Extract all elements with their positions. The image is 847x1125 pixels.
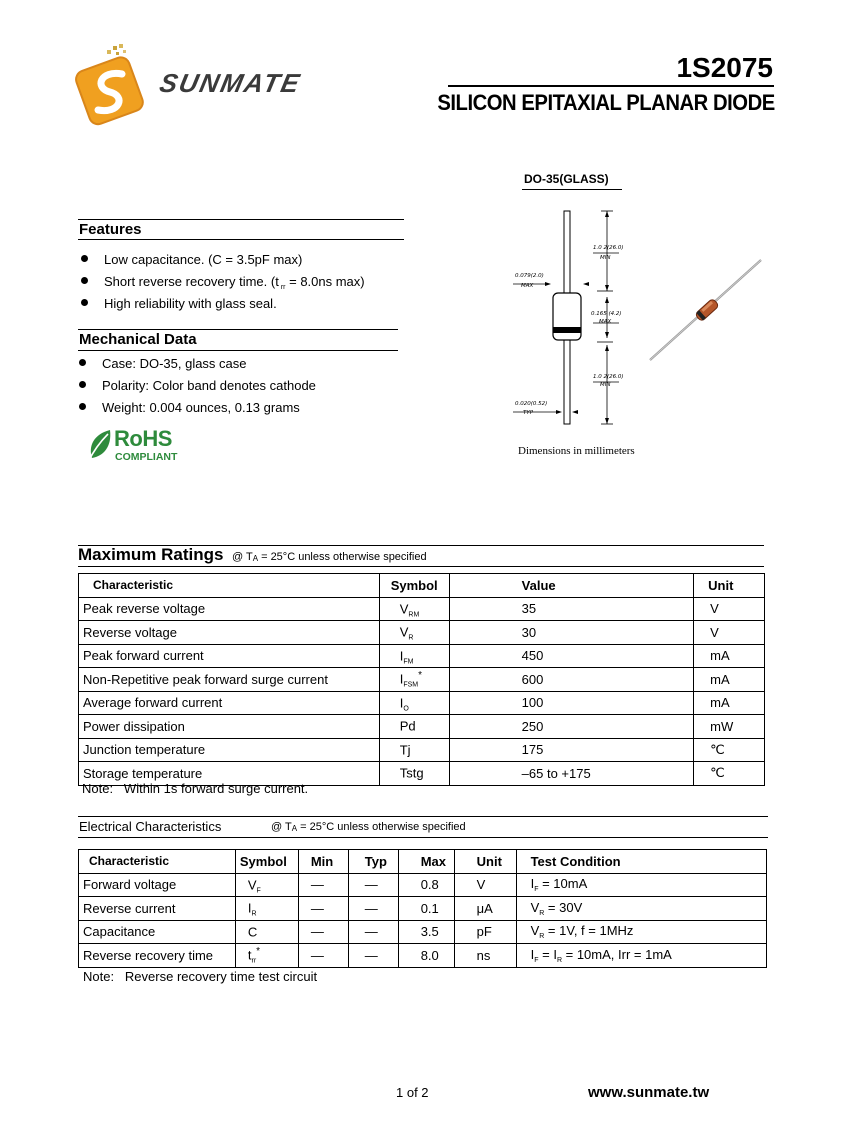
dim-lead-top-qualifier: MIN — [600, 255, 611, 261]
symbol-cell: C — [235, 920, 298, 944]
unit-cell: mA — [694, 691, 765, 715]
dim-lead-diameter-qualifier: TYP — [523, 410, 534, 416]
unit-cell: V — [694, 597, 765, 621]
max-ratings-row — [79, 621, 765, 645]
features-bottom-rule — [78, 239, 404, 240]
mechanical-heading: Mechanical Data — [79, 331, 197, 348]
characteristic-cell: Reverse current — [79, 897, 236, 921]
header-divider — [448, 85, 774, 87]
min-cell: — — [298, 897, 348, 921]
electrical-row — [79, 873, 767, 897]
min-cell: — — [298, 944, 348, 968]
dim-body-length: 0.165 (4.2) — [591, 311, 622, 317]
value-cell: 30 — [449, 621, 693, 645]
characteristic-cell: Capacitance — [79, 920, 236, 944]
unit-cell: ℃ — [694, 738, 765, 762]
symbol-cell: $I_{FM}$ — [379, 644, 449, 668]
feature-item: Low capacitance. (C = 3.5pF max) — [78, 250, 365, 272]
electrical-row — [79, 897, 767, 921]
col-symbol: Symbol — [235, 850, 298, 874]
part-title: SILICON EPITAXIAL PLANAR DIODE — [437, 90, 775, 115]
dim-body-diameter: 0.079(2.0) — [515, 273, 544, 279]
dim-body-diameter-qualifier: MAX — [521, 283, 534, 289]
symbol-cell: Tj — [379, 738, 449, 762]
dim-lead-bottom: 1.0 2(26.0) — [593, 374, 624, 380]
symbol-cell: Pd — [379, 715, 449, 739]
min-cell: — — [298, 873, 348, 897]
max-ratings-heading — [78, 545, 427, 565]
electrical-row — [79, 944, 767, 968]
max-ratings-note: Note: Within 1s forward surge current. — [82, 781, 309, 796]
features-top-rule — [78, 219, 404, 220]
col-test-condition: Test Condition — [516, 850, 766, 874]
characteristic-cell: Power dissipation — [79, 715, 380, 739]
website-link[interactable]: www.sunmate.tw — [588, 1084, 710, 1101]
test-condition-cell: $I_F = I_R = 10mA$, Irr = 1mA — [516, 944, 766, 968]
symbol-cell: $I_O$ — [379, 691, 449, 715]
col-characteristic: Characteristic — [79, 850, 236, 874]
value-cell: 100 — [449, 691, 693, 715]
dim-lead-bottom-qualifier: MIN — [600, 382, 611, 388]
test-condition-cell: $V_R = 1V$, f = 1MHz — [516, 920, 766, 944]
typ-cell: — — [348, 897, 398, 921]
typ-cell: — — [348, 944, 398, 968]
unit-cell: mW — [694, 715, 765, 739]
col-max: Max — [398, 850, 454, 874]
max-ratings-row — [79, 644, 765, 668]
max-ratings-row — [79, 715, 765, 739]
characteristic-cell: Reverse voltage — [79, 621, 380, 645]
max-cell: 0.8 — [398, 873, 454, 897]
rohs-subtitle: COMPLIANT — [115, 451, 178, 463]
package-outline-drawing — [505, 205, 635, 430]
typ-cell: — — [348, 873, 398, 897]
max-ratings-title: Maximum Ratings — [78, 545, 224, 564]
max-ratings-row — [79, 597, 765, 621]
unit-cell: V — [454, 873, 516, 897]
feature-item: Short reverse recovery time. (t $_{rr}$ = 8.0ns max) — [78, 272, 365, 294]
unit-cell: ℃ — [694, 762, 765, 786]
characteristic-cell: Peak forward current — [79, 644, 380, 668]
unit-cell: ns — [454, 944, 516, 968]
feature-item: High reliability with glass seal. — [78, 294, 365, 316]
electrical-note: Note: Reverse recovery time test circuit — [83, 969, 318, 984]
electrical-title: Electrical Characteristics — [79, 819, 222, 834]
features-heading: Features — [79, 221, 142, 238]
value-cell: 450 — [449, 644, 693, 668]
part-number: 1S2075 — [676, 52, 773, 83]
max-cell: 3.5 — [398, 920, 454, 944]
mechanical-top-rule — [78, 329, 398, 330]
symbol-cell: Tstg — [379, 762, 449, 786]
characteristic-cell: Non-Repetitive peak forward surge current — [79, 668, 380, 692]
dim-lead-diameter: 0.020(0.52) — [515, 401, 548, 407]
dim-body-length-qualifier: MAX — [599, 319, 612, 325]
max-ratings-table — [78, 573, 765, 786]
typ-cell: — — [348, 920, 398, 944]
value-cell: 35 — [449, 597, 693, 621]
dim-lead-top: 1.0 2(26.0) — [593, 245, 624, 251]
col-unit: Unit — [454, 850, 516, 874]
characteristic-cell: Storage temperature — [79, 762, 380, 786]
characteristic-cell: Peak reverse voltage — [79, 597, 380, 621]
symbol-cell: $I_R$ — [235, 897, 298, 921]
electrical-row — [79, 920, 767, 944]
value-cell: 175 — [449, 738, 693, 762]
max-ratings-row — [79, 668, 765, 692]
symbol-cell: $V_F$ — [235, 873, 298, 897]
dimensions-note: Dimensions in millimeters — [518, 445, 635, 457]
max-ratings-condition: @ $T_A = 25^\circ C$ unless otherwise specified — [231, 551, 427, 563]
mechanical-list — [76, 354, 316, 420]
symbol-cell: $t_{rr}^*$ — [235, 944, 298, 968]
mechanical-item: Polarity: Color band denotes cathode — [76, 376, 316, 398]
max-cell: 0.1 — [398, 897, 454, 921]
characteristic-cell: Reverse recovery time — [79, 944, 236, 968]
mechanical-item: Case: DO-35, glass case — [76, 354, 316, 376]
characteristic-cell: Junction temperature — [79, 738, 380, 762]
electrical-bottom-rule — [78, 837, 768, 838]
diode-photo — [645, 255, 767, 367]
sunmate-logo — [70, 44, 158, 128]
rohs-leaf-icon — [86, 428, 114, 464]
test-condition-cell: $I_F = 10mA$ — [516, 873, 766, 897]
col-symbol: Symbol — [379, 574, 449, 598]
logo-pixel-dots — [107, 44, 126, 55]
unit-cell: V — [694, 621, 765, 645]
brand-wordmark: SUNMATE — [156, 68, 304, 98]
symbol-cell: $V_{RM}$ — [379, 597, 449, 621]
mechanical-bottom-rule — [78, 350, 398, 351]
max-ratings-row — [79, 691, 765, 715]
col-typ: Typ — [348, 850, 398, 874]
unit-cell: μA — [454, 897, 516, 921]
unit-cell: mA — [694, 644, 765, 668]
characteristic-cell: Forward voltage — [79, 873, 236, 897]
electrical-header-row — [79, 850, 767, 874]
unit-cell: pF — [454, 920, 516, 944]
col-value: Value — [449, 574, 693, 598]
symbol-cell: $V_R$ — [379, 621, 449, 645]
max-cell: 8.0 — [398, 944, 454, 968]
electrical-condition: @ $T_A = 25^\circ C$ unless otherwise specified — [271, 821, 466, 833]
col-min: Min — [298, 850, 348, 874]
symbol-cell: $I_{FSM}^*$ — [379, 668, 449, 692]
features-list — [78, 250, 365, 316]
max-ratings-header-row — [79, 574, 765, 598]
max-ratings-row — [79, 738, 765, 762]
col-characteristic: Characteristic — [79, 574, 380, 598]
rohs-title: RoHS — [114, 426, 172, 451]
electrical-table — [78, 849, 767, 968]
mechanical-item: Weight: 0.004 ounces, 0.13 grams — [76, 398, 316, 420]
characteristic-cell: Average forward current — [79, 691, 380, 715]
value-cell: 250 — [449, 715, 693, 739]
col-unit: Unit — [694, 574, 765, 598]
page-number: 1 of 2 — [396, 1085, 429, 1100]
package-title: DO-35(GLASS) — [524, 172, 609, 186]
unit-cell: mA — [694, 668, 765, 692]
electrical-top-rule — [78, 816, 768, 817]
package-title-underline — [522, 189, 622, 190]
value-cell: –65 to +175 — [449, 762, 693, 786]
min-cell: — — [298, 920, 348, 944]
max-ratings-bottom-rule — [78, 566, 764, 567]
value-cell: 600 — [449, 668, 693, 692]
test-condition-cell: $V_R = 30V$ — [516, 897, 766, 921]
